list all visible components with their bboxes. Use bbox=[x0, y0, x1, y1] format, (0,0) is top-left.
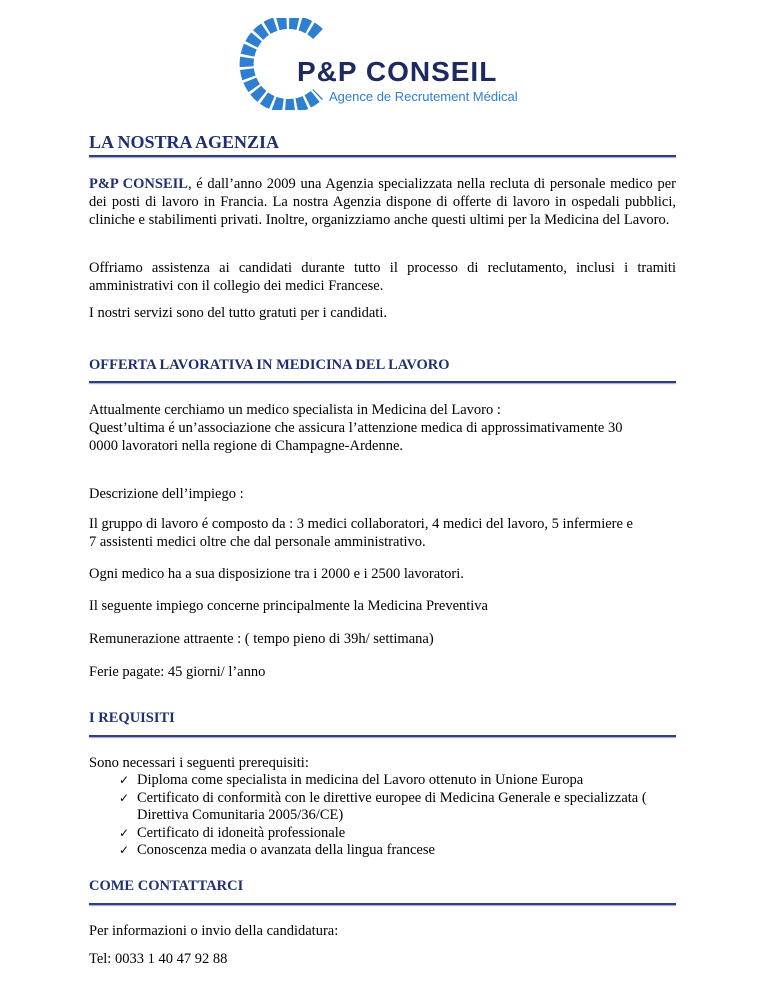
heading-offerta: OFFERTA LAVORATIVA IN MEDICINA DEL LAVORO bbox=[89, 357, 450, 373]
list-item-text: Conoscenza media o avanzata della lingua francese bbox=[137, 842, 435, 858]
company-logo bbox=[232, 18, 562, 110]
contatti-intro: Per informazioni o invio della candidatura: bbox=[89, 923, 339, 939]
logo-tagline: Agence de Recrutement Médical bbox=[329, 89, 518, 104]
section-divider bbox=[89, 735, 676, 737]
list-item-text: Certificato di conformità con le direttive europee di Medicina Generale e specializzata ( Direttiva Comunitaria 2005/36/CE) bbox=[137, 789, 647, 823]
ferie-text: Ferie pagate: 45 giorni/ l’anno bbox=[89, 664, 266, 680]
checkmark-icon: ✓ bbox=[119, 790, 130, 805]
brand-inline: P&P CONSEIL bbox=[89, 176, 188, 192]
agenzia-paragraph-2: Offriamo assistenza ai candidati durante tutto il processo di reclutamento, inclusi i tramiti amministrativi con il collegio dei medici Francese. bbox=[89, 260, 676, 294]
checkmark-icon: ✓ bbox=[119, 825, 130, 840]
offerta-intro-line-2: Quest’ultima é un’associazione che assicura l’attenzione medica di approssimativamente 30 bbox=[89, 420, 623, 436]
offerta-intro-line-1: Attualmente cerchiamo un medico specialista in Medicina del Lavoro : bbox=[89, 402, 501, 418]
list-item bbox=[89, 772, 676, 790]
list-item bbox=[89, 825, 676, 843]
impiego-text: Il seguente impiego concerne principalmente la Medicina Preventiva bbox=[89, 598, 488, 614]
checkmark-icon: ✓ bbox=[119, 773, 130, 787]
descrizione-label: Descrizione dell’impiego : bbox=[89, 486, 244, 502]
agenzia-paragraph-3: I nostri servizi sono del tutto gratuti per i candidati. bbox=[89, 305, 387, 321]
list-item bbox=[89, 790, 676, 825]
list-item bbox=[89, 842, 676, 860]
requisiti-intro: Sono necessari i seguenti prerequisiti: bbox=[89, 755, 309, 771]
contatti-tel: Tel: 0033 1 40 47 92 88 bbox=[89, 951, 228, 967]
heading-agenzia: LA NOSTRA AGENZIA bbox=[89, 132, 280, 152]
heading-requisiti: I REQUISITI bbox=[89, 710, 175, 726]
gruppo-line-2: 7 assistenti medici oltre che dal personale amministrativo. bbox=[89, 534, 426, 550]
ogni-medico-text: Ogni medico ha a sua disposizione tra i 2000 e i 2500 lavoratori. bbox=[89, 566, 464, 582]
list-item-text: Diploma come specialista in medicina del Lavoro ottenuto in Unione Europa bbox=[137, 772, 584, 788]
section-divider bbox=[89, 381, 676, 383]
section-divider bbox=[89, 903, 676, 905]
remunerazione-text: Remunerazione attraente : ( tempo pieno di 39h/ settimana) bbox=[89, 631, 434, 647]
agenzia-paragraph-1-text: , é dall’anno 2009 una Agenzia specializzata nella recluta di personale medico per dei posti di lavoro in Francia. La nostra Agenzia dispone di offerte di lavoro in ospedali pubblici, cliniche e stabilimenti privati. Inoltre, organizziamo anche questi ultimi per la Medicina del Lavoro. bbox=[89, 176, 676, 228]
checkmark-icon: ✓ bbox=[119, 843, 130, 857]
heading-contatti: COME CONTATTARCI bbox=[89, 878, 244, 894]
list-item-text: Certificato di idoneità professionale bbox=[137, 824, 346, 841]
offerta-intro-line-3: 0000 lavoratori nella regione di Champagne-Ardenne. bbox=[89, 438, 404, 454]
requisiti-list bbox=[89, 772, 676, 860]
section-divider bbox=[89, 155, 676, 157]
logo-brand-text: P&P CONSEIL bbox=[297, 56, 498, 87]
gruppo-line-1: Il gruppo di lavoro é composto da : 3 medici collaboratori, 4 medici del lavoro, 5 infermiere e bbox=[89, 516, 633, 532]
agenzia-paragraph-1 bbox=[89, 175, 676, 229]
